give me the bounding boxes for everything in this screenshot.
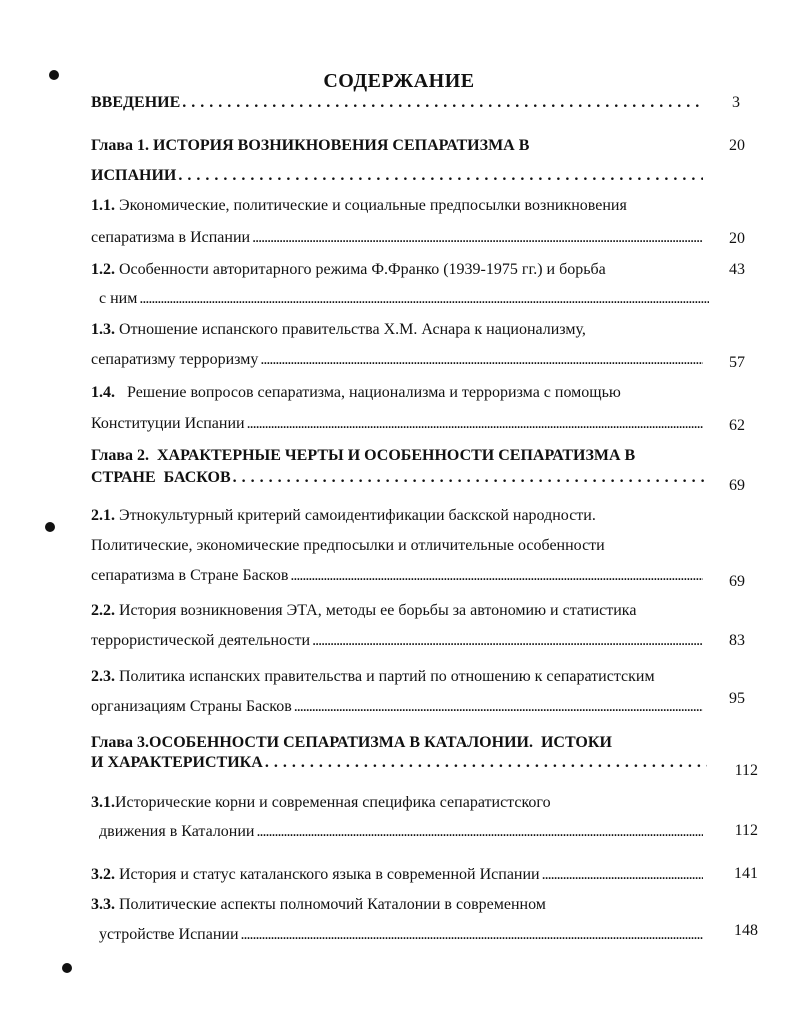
leader-dots	[294, 697, 703, 717]
leader-dots	[241, 925, 703, 945]
chapter-heading: Глава 2. ХАРАКТЕРНЫЕ ЧЕРТЫ И ОСОБЕННОСТИ СЕПАРАТИЗМА В	[91, 447, 636, 464]
punch-hole-mark	[62, 963, 72, 973]
toc-page-number: 69	[729, 477, 745, 494]
section-entry-cont	[91, 350, 703, 370]
section-entry	[91, 506, 596, 526]
toc-page-number: 112	[734, 762, 758, 779]
section-entry	[91, 320, 586, 340]
leader-dots	[252, 228, 703, 248]
section-entry-cont	[99, 822, 703, 842]
section-text: Исторические корни и современная специфика сепаратистского	[115, 794, 551, 811]
section-text: Особенности авторитарного режима Ф.Франко (1939-1975 гг.) и борьба	[115, 261, 606, 278]
chapter-heading-cont	[91, 753, 707, 773]
toc-entry-intro	[91, 93, 703, 113]
section-entry	[91, 793, 551, 813]
section-entry-cont	[91, 414, 703, 434]
toc-entry-label: организациям Страны Басков	[91, 698, 292, 715]
chapter-heading: Глава 3.ОСОБЕННОСТИ СЕПАРАТИЗМА В КАТАЛОНИИ. ИСТОКИ	[91, 734, 612, 751]
toc-page-number: 62	[729, 417, 745, 434]
section-entry	[91, 260, 606, 280]
toc-page-number: 20	[729, 230, 745, 247]
section-entry-cont	[91, 228, 703, 248]
section-entry	[91, 667, 655, 687]
section-text: Этнокультурный критерий самоидентификации баскской народности.	[115, 507, 596, 524]
section-text: История и статус каталанского языка в современной Испании	[115, 866, 540, 883]
leader-dots	[290, 566, 703, 586]
section-entry	[91, 895, 546, 915]
toc-page-number: 3	[732, 94, 740, 111]
leader-dots	[178, 166, 703, 186]
toc-page-number: 83	[729, 632, 745, 649]
toc-entry-label: устройстве Испании	[99, 926, 239, 943]
section-number: 2.1.	[91, 507, 115, 524]
section-number: 1.3.	[91, 321, 115, 338]
section-entry-cont	[99, 925, 703, 945]
section-number: 2.3.	[91, 668, 115, 685]
toc-entry-label: сепаратизма в Стране Басков	[91, 567, 289, 584]
section-number: 3.1.	[91, 794, 115, 811]
toc-page-number: 20	[729, 137, 745, 154]
toc-entry-label: движения в Каталонии	[99, 823, 255, 840]
chapter-heading-cont	[91, 468, 705, 488]
section-number: 1.1.	[91, 197, 115, 214]
section-entry	[91, 865, 703, 885]
leader-dots	[260, 350, 703, 370]
toc-entry-label: сепаратизму терроризму	[91, 351, 259, 368]
section-number: 3.2.	[91, 866, 115, 883]
section-entry-cont	[91, 566, 703, 586]
section-entry	[91, 196, 627, 216]
section-entry-cont	[99, 289, 709, 309]
toc-entry-label: СТРАНЕ БАСКОВ	[91, 469, 231, 486]
page-title: СОДЕРЖАНИЕ	[323, 70, 475, 92]
section-entry-cont: Политические, экономические предпосылки и отличительные особенности	[91, 537, 605, 554]
chapter-heading: Глава 1. ИСТОРИЯ ВОЗНИКНОВЕНИЯ СЕПАРАТИЗМА В	[91, 137, 530, 154]
section-entry	[91, 601, 636, 621]
section-number: 2.2.	[91, 602, 115, 619]
section-text: Отношение испанского правительства Х.М. Аснара к национализму,	[115, 321, 586, 338]
leader-dots	[542, 865, 703, 885]
punch-hole-mark	[45, 522, 55, 532]
section-text: Политические аспекты полномочий Каталонии в современном	[115, 896, 546, 913]
section-number: 1.2.	[91, 261, 115, 278]
section-text: Решение вопросов сепаратизма, национализма и терроризма с помощью	[115, 384, 621, 401]
toc-page-number: 112	[734, 822, 758, 839]
section-text: История возникновения ЭТА, методы ее борьбы за автономию и статистика	[115, 602, 637, 619]
toc-page-number: 95	[729, 690, 745, 707]
section-entry-cont	[91, 697, 703, 717]
toc-entry-label: террористической деятельности	[91, 632, 311, 649]
toc-page-number: 148	[734, 922, 758, 939]
section-text: Политика испанских правительства и партий по отношению к сепаратистским	[115, 668, 655, 685]
section-entry	[91, 383, 621, 403]
section-text: Экономические, политические и социальные предпосылки возникновения	[115, 197, 627, 214]
toc-page-number: 57	[729, 354, 745, 371]
section-number: 1.4.	[91, 384, 115, 401]
leader-dots	[312, 631, 703, 651]
chapter-heading-cont	[91, 166, 703, 186]
section-number: 3.3.	[91, 896, 115, 913]
toc-entry-label: И ХАРАКТЕРИСТИКА	[91, 754, 263, 771]
toc-entry-label: с ним	[99, 290, 138, 307]
leader-dots	[139, 289, 709, 309]
toc-entry-label: Конституции Испании	[91, 415, 245, 432]
leader-dots	[265, 753, 707, 773]
toc-entry-label: ВВЕДЕНИЕ	[91, 94, 181, 111]
leader-dots	[182, 93, 703, 113]
toc-page-number: 141	[734, 865, 758, 882]
toc-page-number: 69	[729, 573, 745, 590]
leader-dots	[257, 822, 704, 842]
leader-dots	[233, 468, 705, 488]
toc-page-number: 43	[729, 261, 745, 278]
leader-dots	[247, 414, 703, 434]
toc-entry-label: ИСПАНИИ	[91, 167, 177, 184]
toc-entry-label: сепаратизма в Испании	[91, 229, 251, 246]
section-entry-cont	[91, 631, 703, 651]
